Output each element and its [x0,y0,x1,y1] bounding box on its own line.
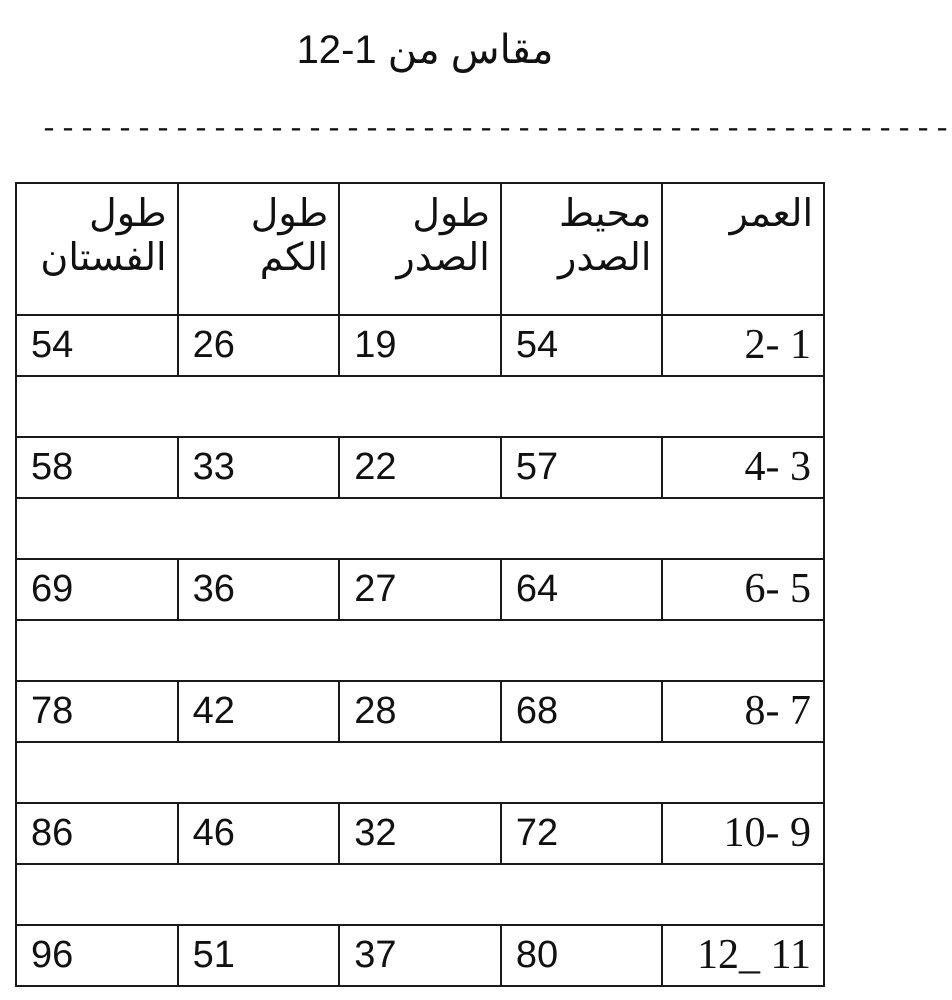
table-row [16,559,824,620]
sleeve-length-cell: 26 [178,315,340,376]
chest-circumference-cell: 80 [501,925,663,986]
age-cell: 10- 9 [662,803,824,864]
table-row [16,681,824,742]
size-chart-table [15,182,825,987]
dress-length-cell: 58 [16,437,178,498]
dress-length-cell: 96 [16,925,178,986]
chest-circumference-cell: 54 [501,315,663,376]
table-row [16,925,824,986]
table-row [16,315,824,376]
sleeve-length-cell: 51 [178,925,340,986]
header-age: العمر [662,183,824,315]
age-cell: 8- 7 [662,681,824,742]
header-dress-length: طول الفستان [16,183,178,315]
dashed-divider: ------------------------------------------------ [40,113,952,147]
table-row [16,437,824,498]
dress-length-cell: 69 [16,559,178,620]
chest-circumference-cell: 57 [501,437,663,498]
chest-length-cell: 28 [339,681,501,742]
header-chest-circumference: محيط الصدر [501,183,663,315]
chest-length-cell: 19 [339,315,501,376]
chest-circumference-cell: 64 [501,559,663,620]
page-title: مقاس من 1-12 [296,28,554,72]
chest-length-cell: 37 [339,925,501,986]
table-row [16,803,824,864]
chest-length-cell: 22 [339,437,501,498]
chest-length-cell: 32 [339,803,501,864]
age-cell: 4- 3 [662,437,824,498]
spacer-row [16,376,824,437]
table-header-row [16,183,824,315]
dress-length-cell: 54 [16,315,178,376]
sleeve-length-cell: 46 [178,803,340,864]
chest-length-cell: 27 [339,559,501,620]
header-sleeve-length: طول الكم [178,183,340,315]
age-cell: 12_ 11 [662,925,824,986]
age-cell: 6- 5 [662,559,824,620]
spacer-row [16,742,824,803]
dress-length-cell: 78 [16,681,178,742]
dress-length-cell: 86 [16,803,178,864]
chest-circumference-cell: 72 [501,803,663,864]
chest-circumference-cell: 68 [501,681,663,742]
header-chest-length: طول الصدر [339,183,501,315]
spacer-row [16,498,824,559]
sleeve-length-cell: 36 [178,559,340,620]
age-cell: 2- 1 [662,315,824,376]
spacer-row [16,620,824,681]
spacer-row [16,864,824,925]
sleeve-length-cell: 33 [178,437,340,498]
sleeve-length-cell: 42 [178,681,340,742]
